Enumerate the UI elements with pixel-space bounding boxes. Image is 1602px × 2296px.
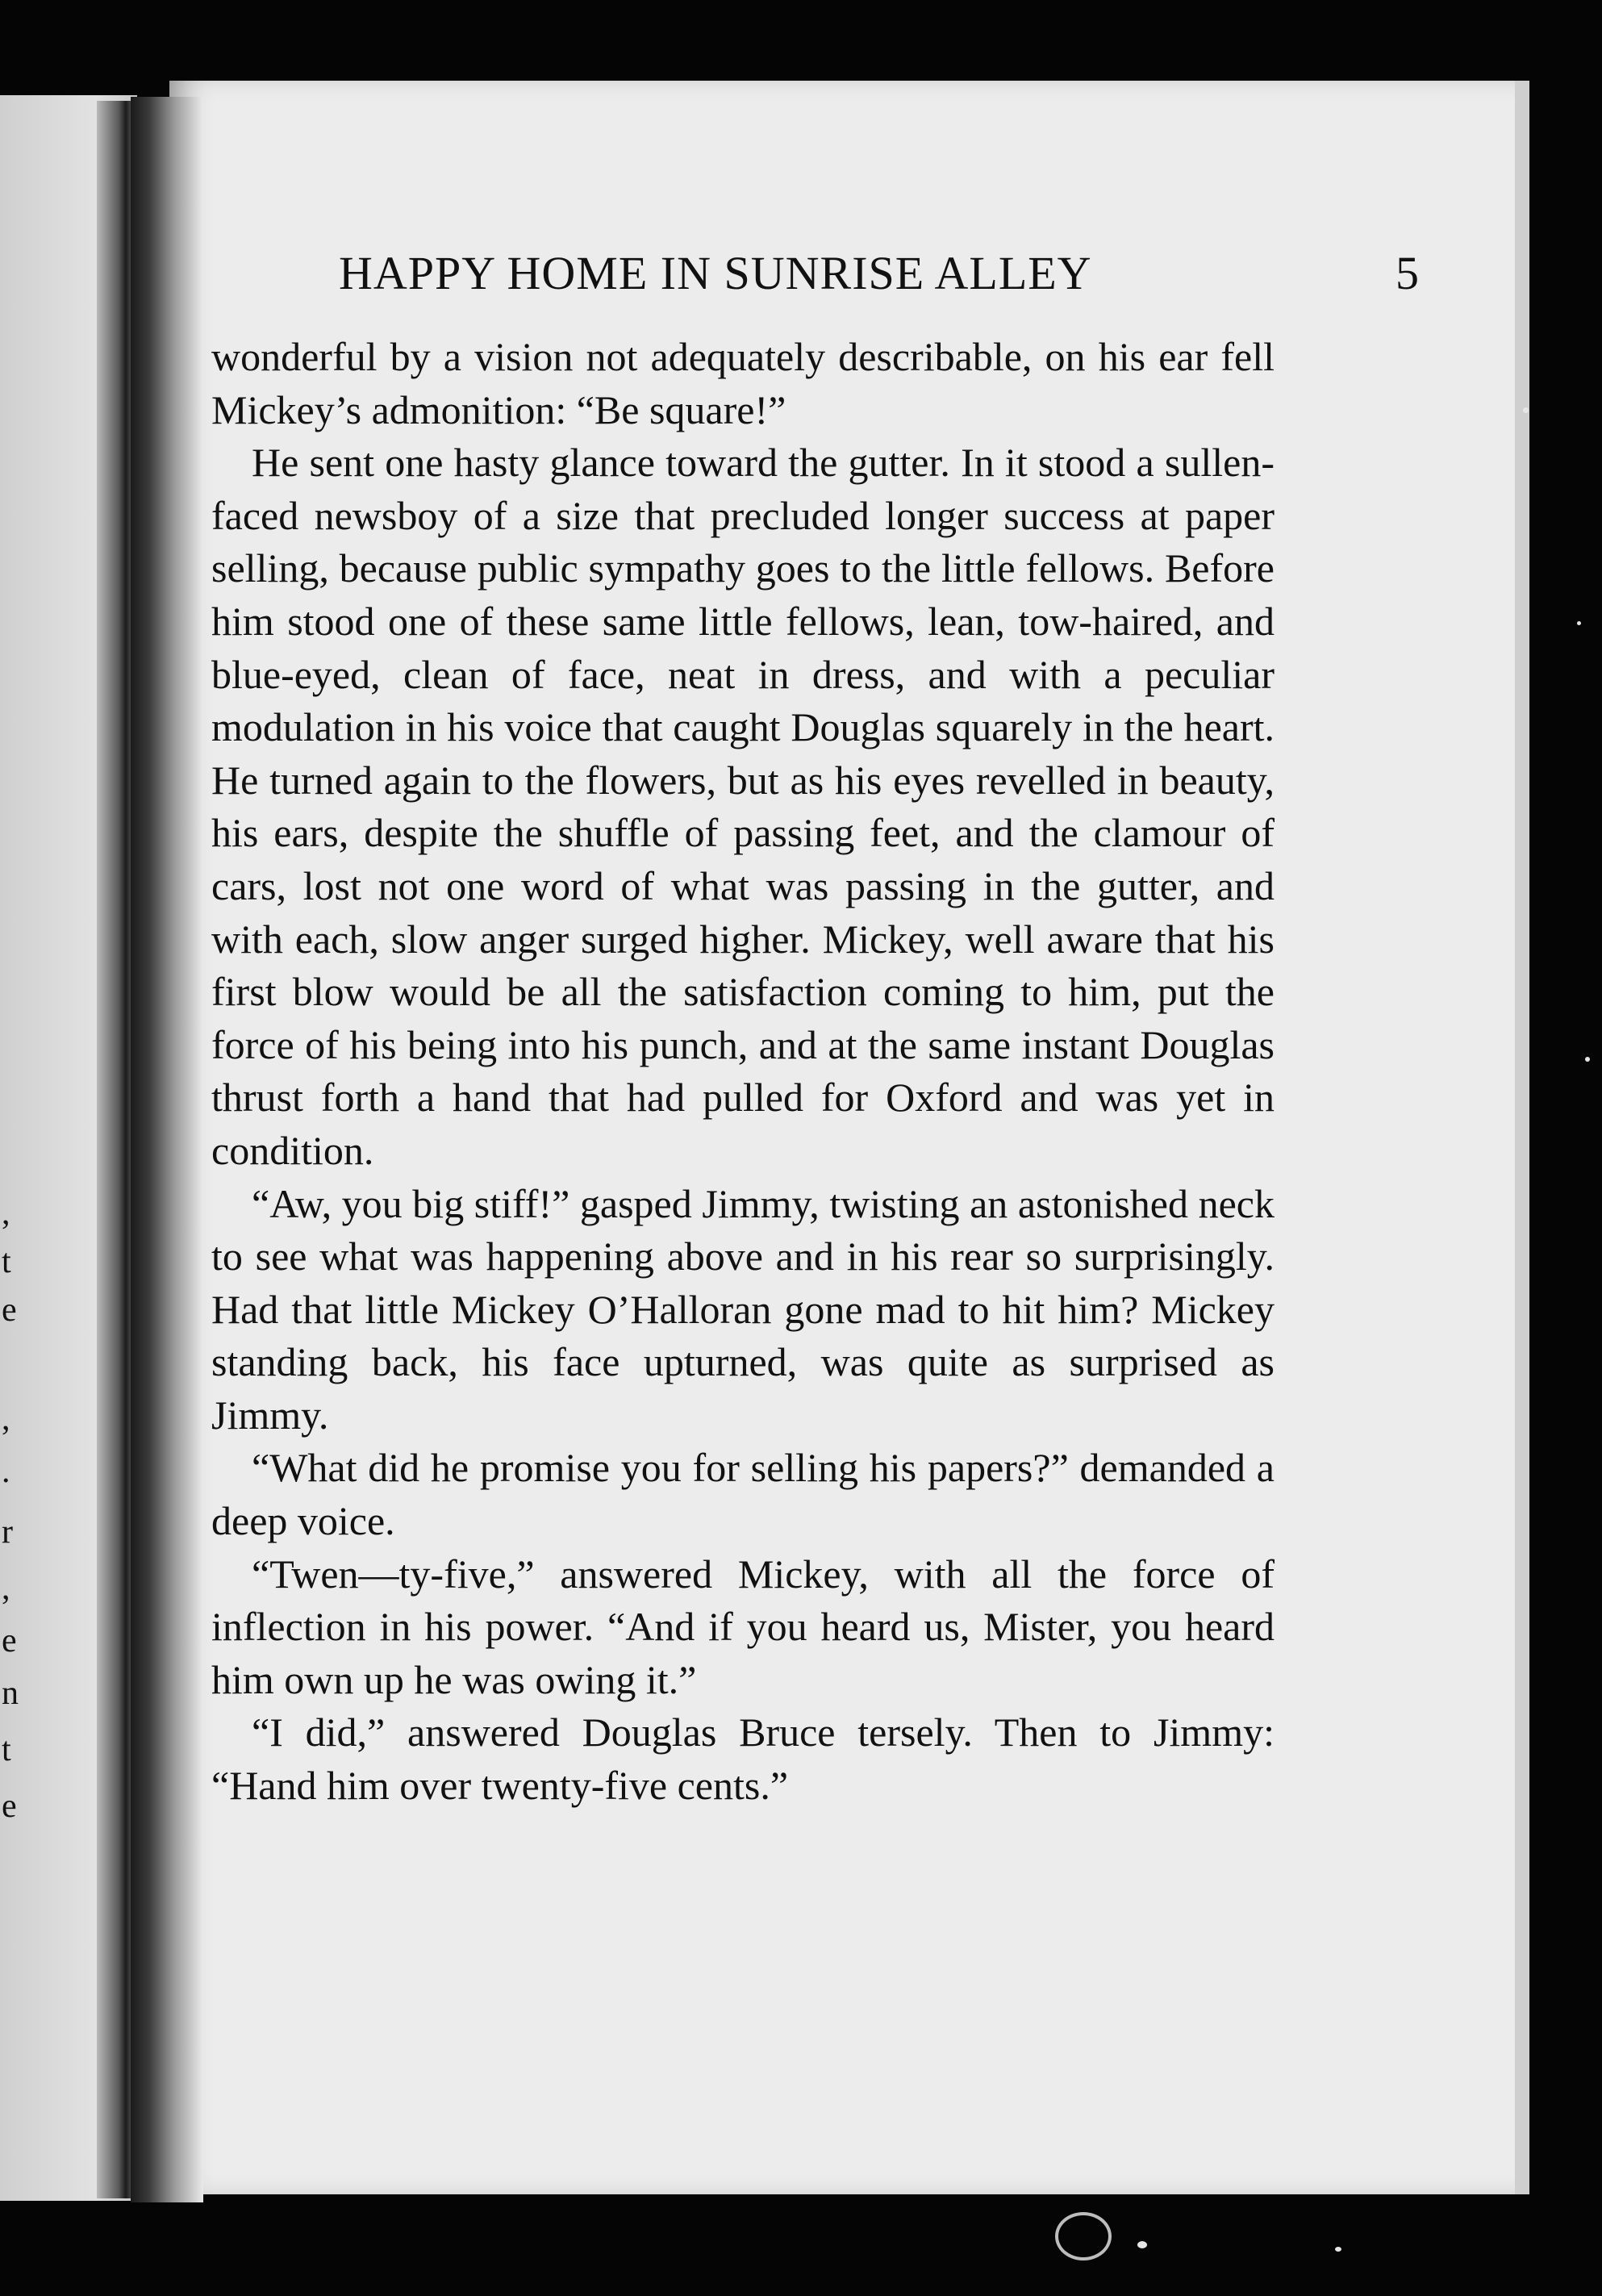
left-fragment: , (2, 1401, 10, 1438)
left-fragment: , (2, 1195, 10, 1232)
paragraph: “I did,” answered Douglas Bruce tersely. Then to Jimmy: “Hand him over twenty-five cents.” (211, 1709, 1275, 1809)
left-fragment: t (2, 1731, 11, 1768)
scan-ornament-mark (1055, 2212, 1112, 2261)
paragraph: He sent one hasty glance toward the gutter. In it stood a sullen-faced newsboy of a size that precluded longer success at paper selling, because public sympathy goes to the little fellows. Before him stood one of these same little fellows, lean, tow-haired, and blue-eyed, clean of face, neat in dress, and with a peculiar modulation in his voice that caught Douglas squarely in the heart. He turned again to the flowers, but as his eyes revelled in beauty, his ears, despite the shuffle of passing feet, and the clamour of cars, lost not one word of what was passing in the gutter, and with each, slow anger surged higher. Mickey, well aware that his first blow would be all the satisfaction coming to him, put the force of his being into his punch, and at the same instant Douglas thrust forth a hand that had pulled for Oxford and was yet in condition. (211, 440, 1275, 1173)
book-gutter-shadow (131, 97, 203, 2202)
book-page (169, 81, 1529, 2194)
page-body-text (211, 331, 1275, 1813)
left-fragment: e (2, 1622, 17, 1659)
left-fragment: , (2, 1570, 10, 1607)
running-head-title: HAPPY HOME IN SUNRISE ALLEY (339, 247, 1092, 299)
left-page-text-fragments (0, 1194, 24, 1920)
scan-speck (1335, 2247, 1341, 2252)
left-fragment: n (2, 1675, 19, 1712)
scan-speck (1137, 2241, 1147, 2248)
paragraph: “What did he promise you for selling his papers?” demanded a deep voice. (211, 1445, 1275, 1544)
left-fragment: e (2, 1292, 17, 1329)
left-fragment: r (2, 1513, 13, 1551)
left-fragment: . (2, 1453, 10, 1490)
scan-speck (1523, 407, 1529, 413)
left-fragment: e (2, 1788, 17, 1825)
scan-speck (1585, 1057, 1590, 1062)
paragraph: “Twen—ty-five,” answered Mickey, with all the force of inflection in his power. “And if you heard us, Mister, you heard him own up he was owing it.” (211, 1551, 1275, 1702)
left-fragment: t (2, 1243, 11, 1280)
paragraph: “Aw, you big stiff!” gasped Jimmy, twisting an astonished neck to see what was happening above and in his rear so surprisingly. Had that little Mickey O’Halloran gone mad to hit him? Mickey standing back, his face upturned, was quite as surprised as Jimmy. (211, 1180, 1275, 1438)
paragraph: wonderful by a vision not adequately describable, on his ear fell Mickey’s admonition: “Be square!” (211, 334, 1275, 432)
page-number: 5 (1395, 247, 1420, 299)
scan-speck (1577, 621, 1581, 625)
